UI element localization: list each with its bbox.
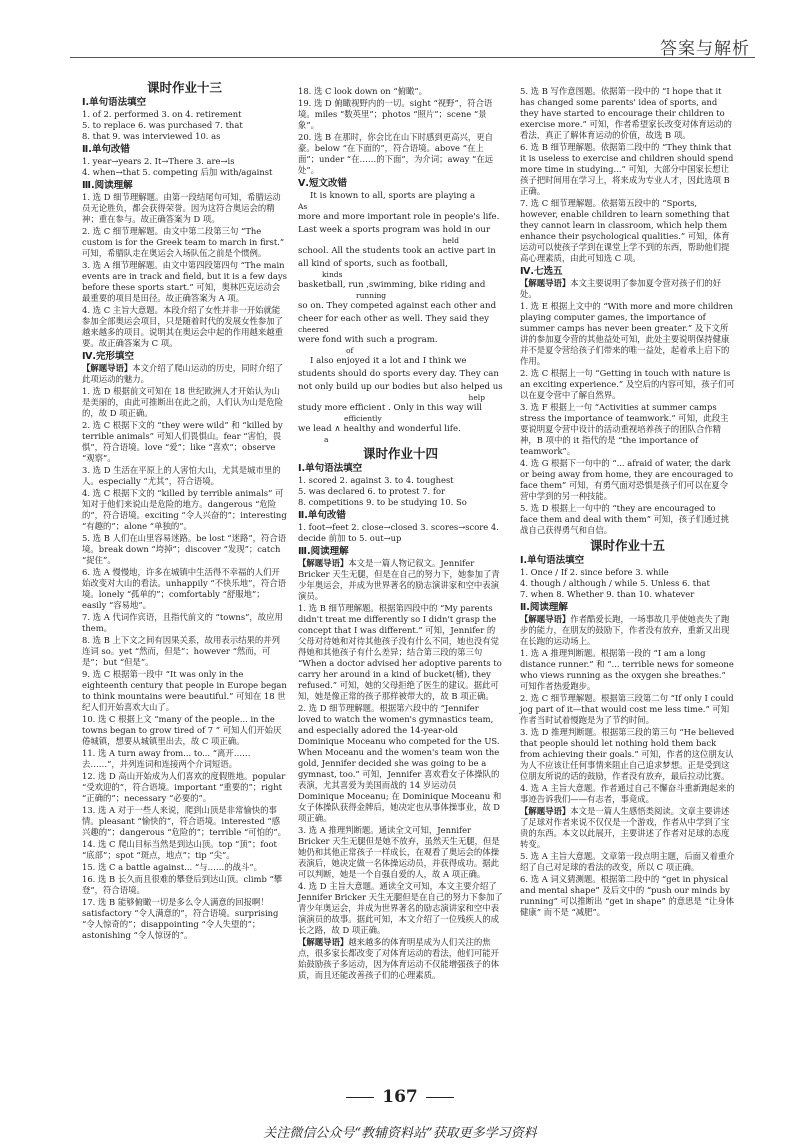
subsection-title: Ⅱ.阅读理解 <box>520 602 568 613</box>
answer-line: 1. scored 2. against 3. to 4. toughest <box>298 475 454 485</box>
answer-item: 4. 选 C 主旨大意题。本段介绍了女性并非一开始就能参加全部奥运会项目，只是随着时代的发展女性参加了越来越多的项目。说明其在奥运会中起的作用越来越重要。故正确答案为 C 项。 <box>82 305 283 348</box>
answer-item: 6. 选 A 词义猜测题。根据第二段中的 “get in physical and mental shape” 及后文中的 “push our minds by running” 可以推断出 “get in shape” 的意思是 “让身体健康” 而不是 “减肥”。 <box>520 874 734 917</box>
guide-text: 作者酷爱长跑，一场事故几乎使她丧失了跑步的能力，在朋友的鼓励下，作者没有放弃，重新又出现在长跑的运动场上。 <box>520 614 730 646</box>
guide-text: 本文主要说明了参加夏令营对孩子们的好处。 <box>520 278 721 299</box>
answer-item: 1. 选 A 推理判断题。根据第一段的 “I am a long distance runner.” 和 “... terrible news for someone who views running as the oxygen she breathes.” 可知作者热爱跑步。 <box>520 648 734 691</box>
correction-mark: a <box>324 435 329 444</box>
guide-paragraph <box>298 558 503 602</box>
guide-text: 本文是一篇人生感悟类阅读。文章主要讲述了足球对作者来说不仅仅是一个游戏，作者从中学到了宝贵的东西。本文以此展开，主要讲述了作者对足球的态度转变。 <box>520 806 730 849</box>
answer-item: 3. 选 A 推理判断题。通读全文可知，Jennifer Bricker 天生无腿但是她不放弃，虽然天生无腿，但是她仍和其他正常孩子一样成长，在观看了奥运会的体操表演后，她决定做一名体操运动员，并获得成功。据此可以判断，她是一个自强自爱的人，故 A 项正确。 <box>298 825 500 879</box>
subsection-title: Ⅰ.单句语法填空 <box>520 555 585 566</box>
section-title: 课时作业十三 <box>146 80 222 95</box>
answer-item: 7. 选 C 细节理解题。依据第五段中的 “Sports, however, enable children to learn something that they cannot learn in classroom, which help them enhance their psychological qualities.” 可知，体育运动可以使孩子学到在课堂上学不到的东西，帮助他们提高心理素质，由此可知选 C 项。 <box>520 198 730 263</box>
passage-line: were fond with such a program. <box>298 335 438 345</box>
passage-line: so on. They competed against each other and <box>298 301 497 311</box>
subsection-title: Ⅲ.阅读理解 <box>82 180 133 191</box>
answer-item: 10. 选 C 根据上文 “many of the people... in the towns began to grow tired of 7 ” 可知人们开始厌倦城镇，想要从城镇里出去，故 C 项正确。 <box>82 714 282 746</box>
answer-item: 2. 选 C 细节理解题。由文中第二段第三句 “The custom is for the Greek team to march in first.” 可知，希腊队走在奥运会入场队伍之前是个惯例。 <box>82 226 285 258</box>
column-1 <box>82 80 287 942</box>
section-title: 课时作业十四 <box>362 446 438 461</box>
guide-text: 本文介绍了爬山运动的历史，同时介绍了此项运动的魅力。 <box>82 363 283 384</box>
answer-line: 7. when 8. Whether 9. than 10. whatever <box>520 589 695 599</box>
page-number-dash-left <box>346 1097 374 1098</box>
answer-item: 5. 选 B 人们在山里容易迷路。be lost “迷路”，符合语境。break down “垮掉”；discover “发现”；catch “捉住”。 <box>82 533 287 565</box>
answer-line: 1. year→years 2. It→There 3. are→is <box>82 156 235 166</box>
guide-label: 【解题导语】 <box>520 806 571 816</box>
answer-line: 5. to replace 6. was purchased 7. that <box>82 120 243 130</box>
guide-paragraph <box>520 614 735 647</box>
answer-item: 3. 选 D 生活在平原上的人害怕大山，尤其是城市里的人。especially “尤其”，符合语境。 <box>82 465 281 486</box>
answer-item: 11. 选 A turn away from... to... “离开……去……”，并列连词和连接两个介词短语。 <box>82 748 251 769</box>
answer-item: 8. 选 B 上下文之间有因果关系，故用表示结果的并列连词 so。yet “然而，但是”；however “然而，可是”；but “但是”。 <box>82 635 281 667</box>
passage-line: we lead ∧ healthy and wonderful life. <box>298 424 461 434</box>
answer-item: 5. 选 D 根据上一句中的 “they are encouraged to face them and deal with them” 可知，孩子们通过挑战自己获得勇气和自信。 <box>520 503 730 535</box>
page-number <box>0 1087 800 1107</box>
answer-item: 13. 选 A 对于一些人来说，爬到山顶是非常愉快的事情。pleasant “愉快的”，符合语境。interested “感兴趣的”；dangerous “危险的”；terrible “可怕的”。 <box>82 805 287 837</box>
header-rule <box>70 57 755 58</box>
footer-note: 关注微信公众号“教辅资料站”获取更多学习资料 <box>263 1126 537 1141</box>
page-number-value: 167 <box>382 1087 418 1107</box>
answer-item: 7. 选 A 代词作宾语，且指代前文的 “towns”，故应用 them。 <box>82 612 283 633</box>
subsection-title: Ⅰ.单句语法填空 <box>82 97 147 108</box>
passage-line: more and more important role in people's life. <box>298 212 500 222</box>
answer-item: 12. 选 D 高山开始成为人们喜欢的度假胜地。popular “受欢迎的”，符合语境。important “重要的”；right “正确的”；necessary “必要的”。 <box>82 771 286 803</box>
answer-item: 18. 选 C look down on “俯瞰”。 <box>298 86 428 96</box>
answer-item: 1. 选 D 细节理解题。由第一段结尾句可知，希腊运动员无论胜负，都会获得荣誉。因为这符合奥运会的精神；重在参与。故正确答案为 D 项。 <box>82 192 281 224</box>
passage-line: Last week a sports program was hold in our <box>298 225 491 235</box>
answer-item: 15. 选 C a battle against... “与……的战斗”。 <box>82 862 263 872</box>
guide-paragraph <box>82 363 287 385</box>
section-title: 课时作业十五 <box>589 538 665 553</box>
guide-paragraph <box>298 937 503 981</box>
page-header <box>0 0 800 62</box>
answer-line: 4. when→that 5. competing 后加 with/against <box>82 167 273 177</box>
answer-line: 8. competitions 9. to be studying 10. So <box>298 497 467 507</box>
answer-item: 19. 选 D 俯瞰视野内的一切。sight “视野”，符合语境。miles “数英里”；photos “照片”；scene “景象”。 <box>298 98 493 130</box>
answer-line: 8. that 9. was interviewed 10. as <box>82 131 221 141</box>
passage-line: students should do sports every day. They can <box>298 369 499 379</box>
passage-line: not only build up our bodies but also helped us <box>298 382 503 392</box>
answer-item: 17. 选 B 能够俯瞰一切是多么令人满意的回报啊！satisfactory “令人满意的”，符合语境。surprising “令人惊奇的”；disappointing “令人失望的”；astonishing “令人惊讶的”。 <box>82 897 279 940</box>
passage-line: study more efficient . Only in this way will <box>298 403 482 413</box>
guide-label: 【解题导语】 <box>520 614 571 624</box>
guide-label: 【解题导语】 <box>298 937 349 947</box>
subsection-title: Ⅳ.完形填空 <box>82 351 135 362</box>
answer-line: 1. foot→feet 2. close→closed 3. scores→score 4. decide 前加 to 5. out→up <box>298 522 499 543</box>
answer-item: 3. 选 A 细节理解题。由文中第四段第四句 “The main events are in track and field, but it is a few days before these sports start.” 可知，奥林匹克运动会最重要的项目是田径。故正确答案为 A 项。 <box>82 260 287 303</box>
correction-mark: running <box>356 291 387 300</box>
answer-item: 1. 选 D 根据前文可知在 18 世纪欧洲人才开始认为山是美丽的，由此可推断出在此之前，人们认为山是危险的，故 D 项正确。 <box>82 386 283 418</box>
answer-item: 2. 选 D 细节理解题。根据第六段中的 “Jennifer loved to watch the women's gymnastics team, and especially adored the 14-year-old Dominique Moceanu who competed for the US. When Moceanu and the women's team won the gold, Jennifer decided she was going to be a gymnast, too.” 可知，Jennifer 喜欢看女子体操队的表演，尤其喜爱为美国而战的 14 岁运动员 Dominique Moceanu; 在 Dominique Moceanu 和女子体操队获得金牌后，她决定也从事体操事业，故 D 项正确。 <box>298 703 502 823</box>
answer-item: 3. 选 D 推理判断题。根据第三段的第三句 “He believed that people should let nothing hold them back from achieving their goals.” 可知，作者的这位朋友认为人不应该让任何事情来阻止自己追求梦想。正是受到这位朋友所说的话的鼓励，作者没有放弃，最后拉动比赛。 <box>520 727 735 781</box>
answer-item: 5. 选 A 主旨大意题。文章第一段点明主题，后面又着重介绍了自己对足球的看法的改变，所以 C 项正确。 <box>520 851 735 872</box>
answer-item: 4. 选 A 主旨大意题。作者通过自己不懈奋斗重新跑起来的事迹告诉我们——有志者，事竟成。 <box>520 783 735 804</box>
guide-label: 【解题导语】 <box>520 278 571 288</box>
subsection-title: Ⅱ.单句改错 <box>298 510 346 521</box>
subsection-title: Ⅱ.单句改错 <box>82 144 130 155</box>
answer-item: 14. 选 C 爬山目标当然是到达山顶。top “顶”；foot “底部”；spot “斑点，地点”；tip “尖”。 <box>82 839 277 860</box>
guide-label: 【解题导语】 <box>82 363 133 373</box>
answer-item: 2. 选 C 细节理解题。根据第三段第二句 “If only I could jog part of it—that would cost me less time.” 可知作者当时试着慢跑是为了节约时间。 <box>520 693 734 725</box>
answer-item: 4. 选 C 根据下文的 “killed by terrible animals” 可知对于他们来说山是危险的地方。dangerous “危险的”，符合语境。exciting “令人兴奋的”；interesting “有趣的”；alone “单独的”。 <box>82 488 287 531</box>
subsection-title: Ⅲ.阅读理解 <box>298 546 349 557</box>
correction-mark: help <box>468 393 485 402</box>
column-2 <box>298 86 503 982</box>
answer-item: 16. 选 B 长久而且很难的攀登后到达山顶。climb “攀登”，符合语境。 <box>82 874 283 895</box>
guide-text: 本文是一篇人物记叙文。Jennifer Bricker 天生无腿，但是在自己的努力下，她参加了青少年奥运会，并成为世界著名的励志演讲家和空中表演演员。 <box>298 558 500 601</box>
passage-line: cheer for each other as well. They said they <box>298 314 489 324</box>
answer-line: 1. Once / If 2. since before 3. while <box>520 567 669 577</box>
subsection-title: Ⅳ.七选五 <box>520 266 563 277</box>
answer-item: 20. 选 B 在那时，你会比在山下时感到更高兴，更自豪。below “在下面的”，符合语境。above “在上面”；under “在……的下面”，为介词；away “在远处”。 <box>298 132 494 175</box>
error-correction-passage <box>298 190 503 444</box>
answer-item: 2. 选 C 根据上一句 “Getting in touch with nature is an exciting experience.” 及空后的内容可知，孩子们可以在夏令营中了解自然界。 <box>520 368 735 400</box>
answer-item: 4. 选 D 主旨大意题。通读全文可知，本文主要介绍了 Jennifer Bricker 天生无腿但是在自己的努力下参加了青少年奥运会，并成为世界著名的励志演讲家和空中表演演员的故事。据此可知，本文介绍了一位残疾人的成长之路，故 D 项正确。 <box>298 881 503 935</box>
answer-item: 2. 选 C 根据下文的 “they were wild” 和 “killed by terrible animals” 可知人们畏惧山。fear “害怕，畏惧”，符合语境。love “爱”；like “喜欢”；observe “观察”。 <box>82 420 283 463</box>
correction-mark: cheered <box>298 325 329 334</box>
correction-mark: of <box>346 346 354 355</box>
guide-label: 【解题导语】 <box>298 558 349 568</box>
subsection-title: Ⅰ.单句语法填空 <box>298 463 363 474</box>
passage-line: basketball, run ,swimming, bike riding and <box>298 280 486 290</box>
subsection-title: Ⅴ.短文改错 <box>298 178 347 189</box>
answer-item: 4. 选 G 根据下一句中的 “... afraid of water, the dark or being away from home, they are encouraged to face them” 可知，有勇气面对恐惧是孩子们可以在夏令营中学到的另一种技能。 <box>520 458 734 501</box>
answer-line: 5. was declared 6. to protest 7. for <box>298 486 446 496</box>
answer-item: 1. 选 E 根据上文中的 “With more and more children playing computer games, the importance of summer camps has never been greater.” 及下文所讲的参加夏令营的其他益处可知，此处主要说明保持健康并不是夏令营给孩子们带来的唯一益处，起着承上启下的作用。 <box>520 301 733 366</box>
passage-line: all kind of sports, such as football, <box>298 259 448 269</box>
answer-item: 5. 选 B 写作意图题。依据第一段中的 “I hope that it has changed some parents' idea of sports, and they have started to encourage their children to exercise more.” 可知，作者希望家长改变对体育运动的看法，真正了解体育运动的价值，故选 B 项。 <box>520 86 732 140</box>
passage-line: It is known to all, sports are playing a <box>310 191 476 201</box>
answer-item: 6. 选 A 慢慢地，许多在城镇中生活得不幸福的人们开始改变对大山的看法。unhappily “不快乐地”，符合语境。lonely “孤单的”；comfortably “舒服地”；easily “容易地”。 <box>82 567 286 610</box>
guide-paragraph <box>520 278 735 300</box>
guide-paragraph <box>520 806 735 850</box>
answer-item: 6. 选 B 细节理解题。依据第二段中的 “They think that it is useless to exercise and children should spend more time in studying...” 可知，大部分中国家长想让孩子把时间用在学习上，将来成为专业人才，因此选项 B 正确。 <box>520 142 734 196</box>
correction-mark: As <box>298 202 308 211</box>
answer-item: 3. 选 F 根据上一句 “Activities at summer camps stress the importance of teamwork.” 可知，此段主要说明夏令营中设计的活动重视培养孩子的团队合作精神，B 项中的 it 指代的是 “the importance of teamwork”。 <box>520 402 729 456</box>
correction-mark: efficiently <box>344 414 382 423</box>
answer-item: 1. 选 B 细节理解题。根据第四段中的 “My parents didn't treat me differently so I didn't grasp the concept that I was different.” 可知，Jennifer 的父母对待她和对待其他孩子没有什么不同，她也没有觉得她和其他孩子有什么差异；结合第三段的第三句 “When a doctor advised her adoptive parents to carry her around in a kind of bucket(桶), they refused.” 可知，她的父母拒绝了医生的建议。据此可知，她是像正常的孩子那样被带大的，故 B 项正确。 <box>298 603 502 701</box>
passage-line: school. All the students took an active part in <box>298 246 496 256</box>
header-title: 答案与解析 <box>660 39 750 59</box>
passage-line: I also enjoyed it a lot and I think we <box>310 356 467 366</box>
answer-line: 4. though / although / while 5. Unless 6. that <box>520 578 710 588</box>
correction-mark: kinds <box>322 270 343 279</box>
column-3 <box>520 86 735 919</box>
answer-item: 9. 选 C 根据第一段中 “It was only in the eighteenth century that people in Europe began to think mountains were beautiful.” 可知在 18 世纪人们开始喜欢大山了。 <box>82 669 287 712</box>
page-number-dash-right <box>426 1097 454 1098</box>
answer-line: 1. of 2. performed 3. on 4. retirement <box>82 109 242 119</box>
guide-text: 越来越多的体育明星成为人们关注的焦点，很多家长都改变了对体育运动的看法，他们可能开始鼓励孩子多运动，因为体育运动不仅能增强孩子的体质，而且还能改善孩子们的心理素质。 <box>298 937 499 980</box>
correction-mark: held <box>442 236 459 245</box>
